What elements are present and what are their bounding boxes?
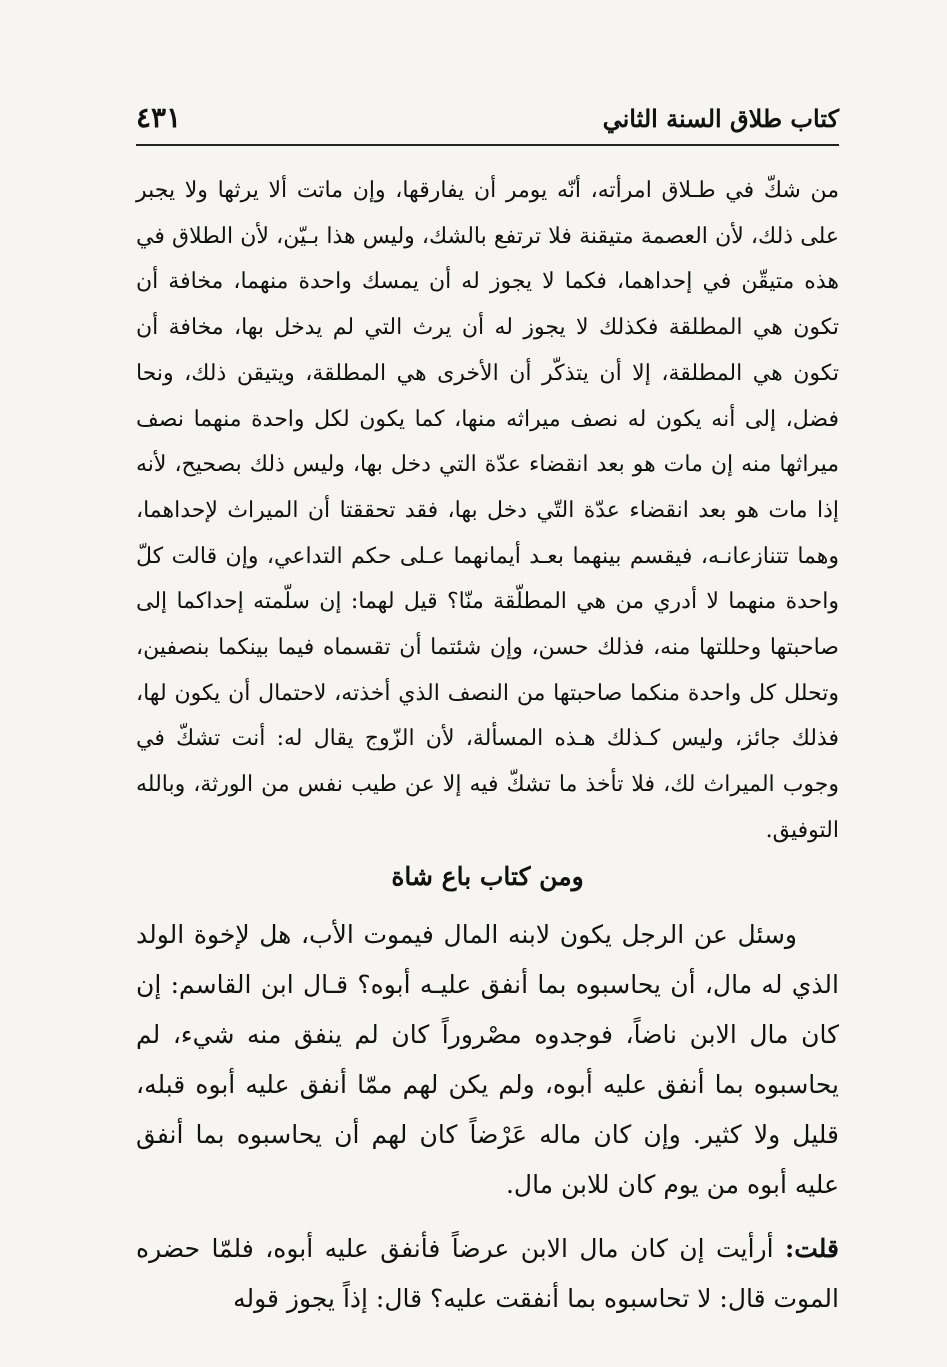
paragraph-text: أرأيت إن كان مال الابن عرضاً فأنفق عليه أبوه، فلمّا حضره الموت قال: لا تحاسبوه بما أنفقت عليه؟ قال: إذاً يجوز قوله: [136, 1234, 839, 1313]
continued-paragraph: من شكّ في طـلاق امرأته، أنّه يومر أن يفارقها، وإن ماتت ألا يرثها ولا يجبر على ذلك، لأن العصمة متيقنة فلا ترتفع بالشك، وليس هذا بـيّن، لأن الطلاق في هذه متيقّن في إحداهما، فكما لا يجوز له أن يمسك واحدة منهما، مخافة أن تكون هي المطلقة فكذلك لا يجوز له أن يرث التي لم يدخل بها، مخافة أن تكون هي المطلقة، إلا أن يتذكّر أن الأخرى هي المطلقة، ويتيقن ذلك، ونحا فضل، إلى أنه يكون له نصف ميراثه منها، كما يكون لكل واحدة منهما نصف ميراثها منه إن مات هو بعد انقضاء عدّة التي دخل بها، وليس ذلك بصحيح، لأنه إذا مات هو بعد انقضاء عدّة التّي دخل بها، فقد تحققتا أن الميراث لإحداهما، وهما تتنازعانـه، فيقسم بينهما بعـد أيمانهما عـلى حكم التداعي، وإن قالت كلّ واحدة منهما لا أدري من هي المطلّقة منّا؟ قيل لهما: إن سلّمته إحداكما إلى صاحبتها وحللتها منه، فذلك حسن، وإن شئتما أن تقسماه فيما بينكما بنصفين، وتحلل كل واحدة منكما صاحبتها من النصف الذي أخذته، لاحتمال أن يكون لها، فذلك جائز، وليس كـذلك هـذه المسألة، لأن الزّوج يقال له: أنت تشكّ في وجوب الميراث لك، فلا تأخذ ما تشكّ فيه إلا عن طيب نفس من الورثة، وبالله التوفيق.: [136, 178, 839, 843]
section-heading: ومن كتاب باع شاة: [391, 862, 584, 891]
paragraph-with-question: [136, 1224, 839, 1324]
running-title: كتاب طلاق السنة الثاني: [602, 104, 839, 133]
question-label: قلت:: [784, 1234, 839, 1263]
page-header: [136, 92, 839, 146]
page-number: ٤٣١: [136, 101, 182, 134]
paragraph: وسئل عن الرجل يكون لابنه المال فيموت الأب، هل لإخوة الولد الذي له مال، أن يحاسبوه بما أنفق عليـه أبوه؟ قـال ابن القاسم: إن كان مال الابن ناضاً، فوجدوه مصْروراً كان لم ينفق منه شيء، لم يحاسبوه بما أنفق عليه أبوه، ولم يكن لهم ممّا أنفق عليه أبوه قبله، قليل ولا كثير. وإن كان ماله عَرْضاً كان لهم أن يحاسبوه بما أنفق عليه أبوه من يوم كان للابن مال.: [136, 920, 839, 1199]
section-body: [136, 910, 839, 1324]
